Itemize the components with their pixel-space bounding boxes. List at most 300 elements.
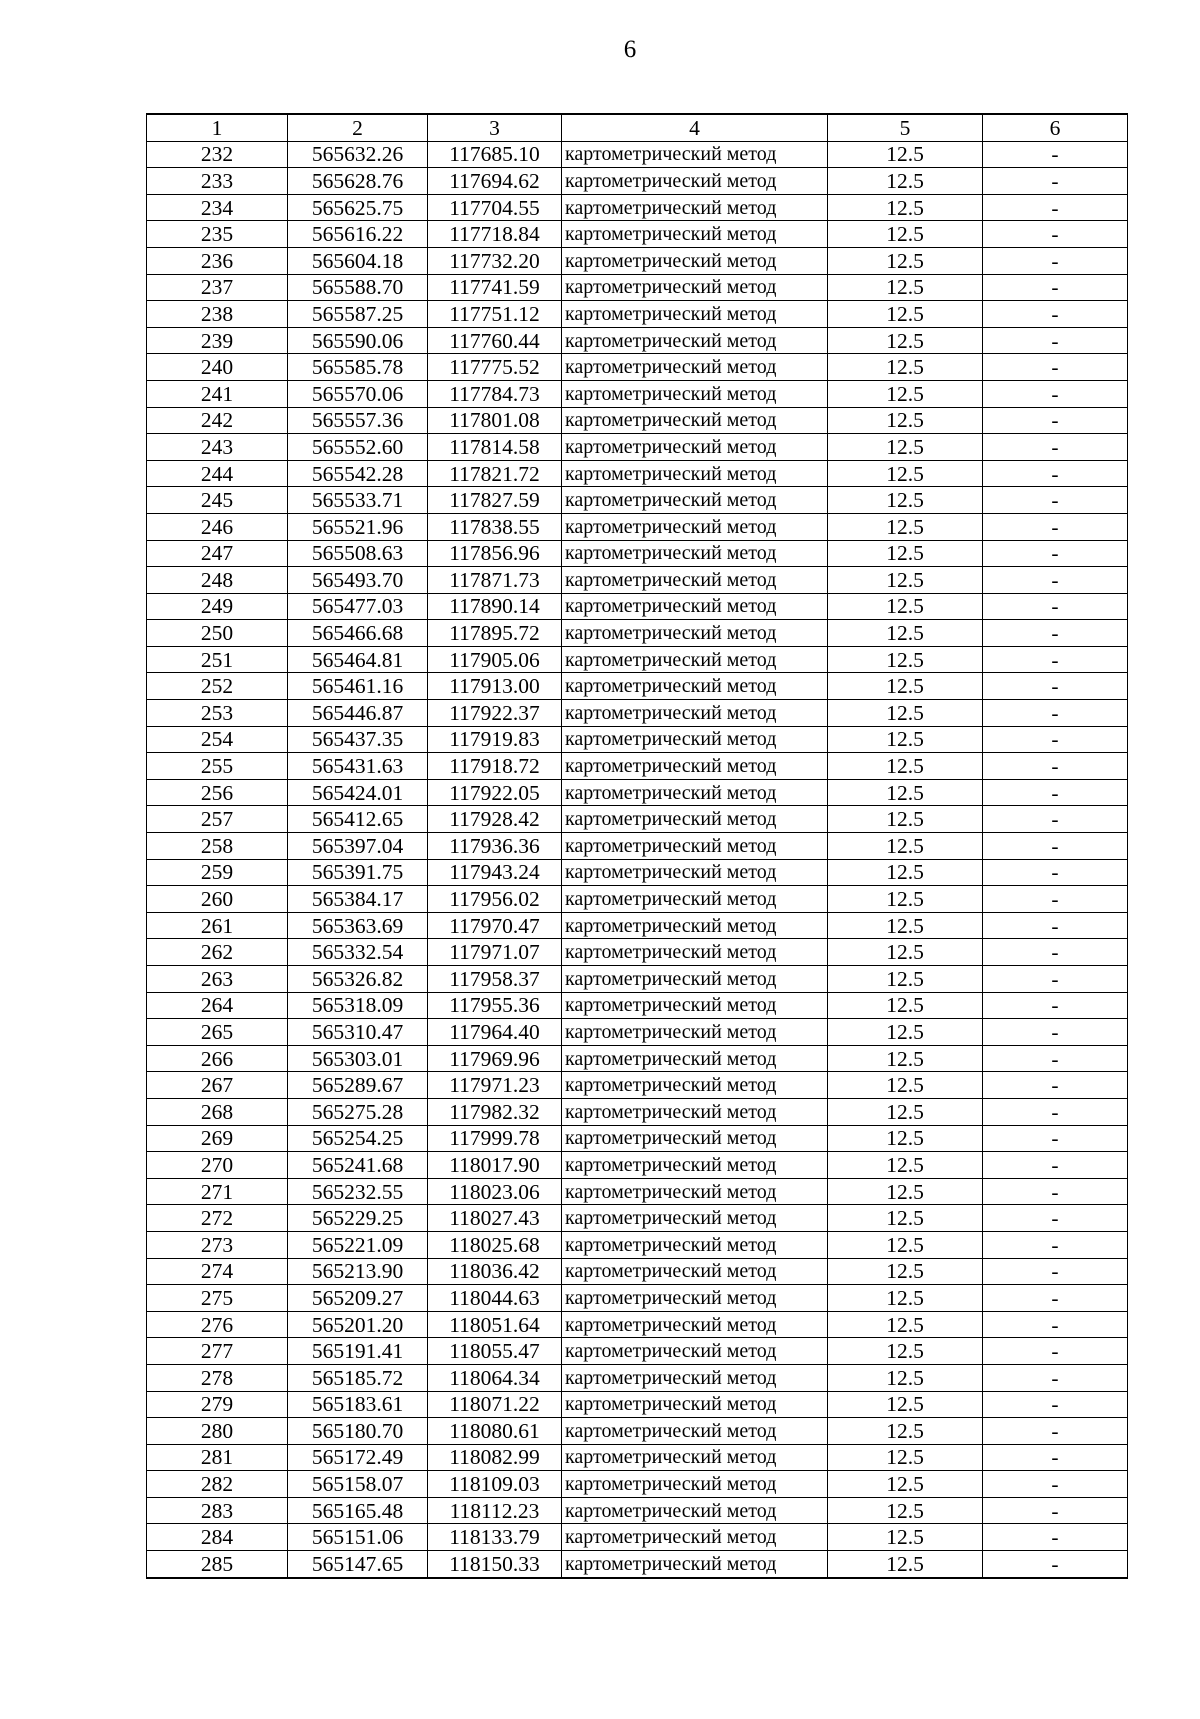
method-cell: картометрический метод (562, 1444, 828, 1471)
point-number-cell: 268 (147, 1098, 288, 1125)
y-coordinate-cell: 117895.72 (428, 620, 562, 647)
note-cell: - (983, 966, 1128, 993)
y-coordinate-cell: 117922.37 (428, 700, 562, 727)
method-cell: картометрический метод (562, 1418, 828, 1445)
accuracy-cell: 12.5 (828, 859, 983, 886)
y-coordinate-cell: 117971.07 (428, 939, 562, 966)
accuracy-cell: 12.5 (828, 327, 983, 354)
x-coordinate-cell: 565151.06 (288, 1524, 428, 1551)
x-coordinate-cell: 565542.28 (288, 460, 428, 487)
method-cell: картометрический метод (562, 460, 828, 487)
method-cell: картометрический метод (562, 1072, 828, 1099)
table-row (147, 593, 1128, 620)
table-row (147, 646, 1128, 673)
x-coordinate-cell: 565201.20 (288, 1311, 428, 1338)
accuracy-cell: 12.5 (828, 1205, 983, 1232)
note-cell: - (983, 327, 1128, 354)
point-number-cell: 270 (147, 1152, 288, 1179)
accuracy-cell: 12.5 (828, 646, 983, 673)
method-cell: картометрический метод (562, 700, 828, 727)
note-cell: - (983, 1285, 1128, 1312)
y-coordinate-cell: 117969.96 (428, 1045, 562, 1072)
note-cell: - (983, 1152, 1128, 1179)
x-coordinate-cell: 565625.75 (288, 194, 428, 221)
method-cell: картометрический метод (562, 1019, 828, 1046)
table-row (147, 460, 1128, 487)
method-cell: картометрический метод (562, 327, 828, 354)
x-coordinate-cell: 565570.06 (288, 380, 428, 407)
x-coordinate-cell: 565588.70 (288, 274, 428, 301)
table-row (147, 939, 1128, 966)
x-coordinate-cell: 565241.68 (288, 1152, 428, 1179)
accuracy-cell: 12.5 (828, 1125, 983, 1152)
note-cell: - (983, 168, 1128, 195)
y-coordinate-cell: 118023.06 (428, 1178, 562, 1205)
accuracy-cell: 12.5 (828, 726, 983, 753)
method-cell: картометрический метод (562, 1364, 828, 1391)
method-cell: картометрический метод (562, 966, 828, 993)
y-coordinate-cell: 117905.06 (428, 646, 562, 673)
note-cell: - (983, 939, 1128, 966)
note-cell: - (983, 567, 1128, 594)
note-cell: - (983, 1338, 1128, 1365)
method-cell: картометрический метод (562, 487, 828, 514)
x-coordinate-cell: 565185.72 (288, 1364, 428, 1391)
x-coordinate-cell: 565289.67 (288, 1072, 428, 1099)
table-row (147, 327, 1128, 354)
y-coordinate-cell: 118109.03 (428, 1471, 562, 1498)
accuracy-cell: 12.5 (828, 1471, 983, 1498)
accuracy-cell: 12.5 (828, 1231, 983, 1258)
note-cell: - (983, 194, 1128, 221)
note-cell: - (983, 247, 1128, 274)
column-header: 1 (147, 114, 288, 141)
y-coordinate-cell: 117732.20 (428, 247, 562, 274)
table-row (147, 1072, 1128, 1099)
method-cell: картометрический метод (562, 859, 828, 886)
accuracy-cell: 12.5 (828, 1019, 983, 1046)
x-coordinate-cell: 565461.16 (288, 673, 428, 700)
y-coordinate-cell: 117871.73 (428, 567, 562, 594)
x-coordinate-cell: 565191.41 (288, 1338, 428, 1365)
method-cell: картометрический метод (562, 1098, 828, 1125)
table-row (147, 1364, 1128, 1391)
point-number-cell: 252 (147, 673, 288, 700)
method-cell: картометрический метод (562, 806, 828, 833)
y-coordinate-cell: 117821.72 (428, 460, 562, 487)
y-coordinate-cell: 118112.23 (428, 1497, 562, 1524)
point-number-cell: 269 (147, 1125, 288, 1152)
method-cell: картометрический метод (562, 434, 828, 461)
y-coordinate-cell: 117751.12 (428, 301, 562, 328)
note-cell: - (983, 992, 1128, 1019)
x-coordinate-cell: 565384.17 (288, 886, 428, 913)
method-cell: картометрический метод (562, 753, 828, 780)
method-cell: картометрический метод (562, 247, 828, 274)
point-number-cell: 237 (147, 274, 288, 301)
method-cell: картометрический метод (562, 1524, 828, 1551)
accuracy-cell: 12.5 (828, 274, 983, 301)
table-row (147, 912, 1128, 939)
accuracy-cell: 12.5 (828, 434, 983, 461)
x-coordinate-cell: 565552.60 (288, 434, 428, 461)
note-cell: - (983, 221, 1128, 248)
accuracy-cell: 12.5 (828, 1285, 983, 1312)
method-cell: картометрический метод (562, 1338, 828, 1365)
method-cell: картометрический метод (562, 1125, 828, 1152)
method-cell: картометрический метод (562, 1285, 828, 1312)
point-number-cell: 275 (147, 1285, 288, 1312)
point-number-cell: 248 (147, 567, 288, 594)
y-coordinate-cell: 117856.96 (428, 540, 562, 567)
column-header: 5 (828, 114, 983, 141)
method-cell: картометрический метод (562, 354, 828, 381)
coordinates-table (146, 113, 1128, 1579)
x-coordinate-cell: 565533.71 (288, 487, 428, 514)
x-coordinate-cell: 565310.47 (288, 1019, 428, 1046)
y-coordinate-cell: 117955.36 (428, 992, 562, 1019)
accuracy-cell: 12.5 (828, 833, 983, 860)
point-number-cell: 236 (147, 247, 288, 274)
method-cell: картометрический метод (562, 992, 828, 1019)
method-cell: картометрический метод (562, 833, 828, 860)
y-coordinate-cell: 117922.05 (428, 779, 562, 806)
x-coordinate-cell: 565147.65 (288, 1551, 428, 1578)
x-coordinate-cell: 565508.63 (288, 540, 428, 567)
accuracy-cell: 12.5 (828, 380, 983, 407)
accuracy-cell: 12.5 (828, 567, 983, 594)
method-cell: картометрический метод (562, 380, 828, 407)
x-coordinate-cell: 565213.90 (288, 1258, 428, 1285)
x-coordinate-cell: 565493.70 (288, 567, 428, 594)
y-coordinate-cell: 117936.36 (428, 833, 562, 860)
note-cell: - (983, 141, 1128, 168)
point-number-cell: 267 (147, 1072, 288, 1099)
y-coordinate-cell: 117838.55 (428, 513, 562, 540)
accuracy-cell: 12.5 (828, 1524, 983, 1551)
method-cell: картометрический метод (562, 1471, 828, 1498)
x-coordinate-cell: 565232.55 (288, 1178, 428, 1205)
point-number-cell: 251 (147, 646, 288, 673)
point-number-cell: 235 (147, 221, 288, 248)
y-coordinate-cell: 117958.37 (428, 966, 562, 993)
x-coordinate-cell: 565587.25 (288, 301, 428, 328)
note-cell: - (983, 620, 1128, 647)
point-number-cell: 255 (147, 753, 288, 780)
accuracy-cell: 12.5 (828, 1045, 983, 1072)
table-row (147, 1098, 1128, 1125)
x-coordinate-cell: 565424.01 (288, 779, 428, 806)
y-coordinate-cell: 117982.32 (428, 1098, 562, 1125)
y-coordinate-cell: 117999.78 (428, 1125, 562, 1152)
y-coordinate-cell: 118055.47 (428, 1338, 562, 1365)
x-coordinate-cell: 565221.09 (288, 1231, 428, 1258)
note-cell: - (983, 434, 1128, 461)
note-cell: - (983, 593, 1128, 620)
point-number-cell: 280 (147, 1418, 288, 1445)
method-cell: картометрический метод (562, 141, 828, 168)
point-number-cell: 273 (147, 1231, 288, 1258)
point-number-cell: 241 (147, 380, 288, 407)
note-cell: - (983, 460, 1128, 487)
table-row (147, 380, 1128, 407)
accuracy-cell: 12.5 (828, 1338, 983, 1365)
column-header: 6 (983, 114, 1128, 141)
column-header: 4 (562, 114, 828, 141)
y-coordinate-cell: 118150.33 (428, 1551, 562, 1578)
method-cell: картометрический метод (562, 779, 828, 806)
y-coordinate-cell: 117971.23 (428, 1072, 562, 1099)
method-cell: картометрический метод (562, 620, 828, 647)
y-coordinate-cell: 117801.08 (428, 407, 562, 434)
note-cell: - (983, 1045, 1128, 1072)
table-row (147, 1497, 1128, 1524)
point-number-cell: 245 (147, 487, 288, 514)
note-cell: - (983, 726, 1128, 753)
method-cell: картометрический метод (562, 1045, 828, 1072)
accuracy-cell: 12.5 (828, 487, 983, 514)
method-cell: картометрический метод (562, 1231, 828, 1258)
note-cell: - (983, 407, 1128, 434)
note-cell: - (983, 833, 1128, 860)
note-cell: - (983, 487, 1128, 514)
y-coordinate-cell: 118044.63 (428, 1285, 562, 1312)
point-number-cell: 277 (147, 1338, 288, 1365)
method-cell: картометрический метод (562, 1311, 828, 1338)
y-coordinate-cell: 117827.59 (428, 487, 562, 514)
point-number-cell: 274 (147, 1258, 288, 1285)
x-coordinate-cell: 565590.06 (288, 327, 428, 354)
method-cell: картометрический метод (562, 1258, 828, 1285)
note-cell: - (983, 806, 1128, 833)
point-number-cell: 258 (147, 833, 288, 860)
method-cell: картометрический метод (562, 912, 828, 939)
accuracy-cell: 12.5 (828, 966, 983, 993)
method-cell: картометрический метод (562, 513, 828, 540)
note-cell: - (983, 1364, 1128, 1391)
y-coordinate-cell: 117913.00 (428, 673, 562, 700)
note-cell: - (983, 886, 1128, 913)
table-row (147, 301, 1128, 328)
x-coordinate-cell: 565557.36 (288, 407, 428, 434)
table-row (147, 859, 1128, 886)
accuracy-cell: 12.5 (828, 168, 983, 195)
table-row (147, 886, 1128, 913)
accuracy-cell: 12.5 (828, 1551, 983, 1578)
accuracy-cell: 12.5 (828, 407, 983, 434)
point-number-cell: 272 (147, 1205, 288, 1232)
accuracy-cell: 12.5 (828, 1364, 983, 1391)
point-number-cell: 242 (147, 407, 288, 434)
table-row (147, 487, 1128, 514)
y-coordinate-cell: 117694.62 (428, 168, 562, 195)
x-coordinate-cell: 565632.26 (288, 141, 428, 168)
note-cell: - (983, 912, 1128, 939)
note-cell: - (983, 1524, 1128, 1551)
note-cell: - (983, 753, 1128, 780)
accuracy-cell: 12.5 (828, 247, 983, 274)
method-cell: картометрический метод (562, 726, 828, 753)
method-cell: картометрический метод (562, 168, 828, 195)
y-coordinate-cell: 118082.99 (428, 1444, 562, 1471)
y-coordinate-cell: 117704.55 (428, 194, 562, 221)
accuracy-cell: 12.5 (828, 1497, 983, 1524)
point-number-cell: 249 (147, 593, 288, 620)
y-coordinate-cell: 117964.40 (428, 1019, 562, 1046)
point-number-cell: 284 (147, 1524, 288, 1551)
column-header: 2 (288, 114, 428, 141)
point-number-cell: 232 (147, 141, 288, 168)
point-number-cell: 278 (147, 1364, 288, 1391)
accuracy-cell: 12.5 (828, 1098, 983, 1125)
accuracy-cell: 12.5 (828, 221, 983, 248)
x-coordinate-cell: 565303.01 (288, 1045, 428, 1072)
method-cell: картометрический метод (562, 1497, 828, 1524)
table-row (147, 540, 1128, 567)
note-cell: - (983, 540, 1128, 567)
table-row (147, 1391, 1128, 1418)
y-coordinate-cell: 118051.64 (428, 1311, 562, 1338)
y-coordinate-cell: 117814.58 (428, 434, 562, 461)
accuracy-cell: 12.5 (828, 1258, 983, 1285)
y-coordinate-cell: 118027.43 (428, 1205, 562, 1232)
accuracy-cell: 12.5 (828, 1311, 983, 1338)
x-coordinate-cell: 565477.03 (288, 593, 428, 620)
method-cell: картометрический метод (562, 1178, 828, 1205)
x-coordinate-cell: 565229.25 (288, 1205, 428, 1232)
method-cell: картометрический метод (562, 301, 828, 328)
table-row (147, 1178, 1128, 1205)
point-number-cell: 283 (147, 1497, 288, 1524)
method-cell: картометрический метод (562, 274, 828, 301)
accuracy-cell: 12.5 (828, 141, 983, 168)
method-cell: картометрический метод (562, 646, 828, 673)
y-coordinate-cell: 118017.90 (428, 1152, 562, 1179)
note-cell: - (983, 1444, 1128, 1471)
method-cell: картометрический метод (562, 540, 828, 567)
x-coordinate-cell: 565209.27 (288, 1285, 428, 1312)
accuracy-cell: 12.5 (828, 354, 983, 381)
point-number-cell: 262 (147, 939, 288, 966)
note-cell: - (983, 1231, 1128, 1258)
method-cell: картометрический метод (562, 1205, 828, 1232)
point-number-cell: 238 (147, 301, 288, 328)
x-coordinate-cell: 565158.07 (288, 1471, 428, 1498)
x-coordinate-cell: 565332.54 (288, 939, 428, 966)
point-number-cell: 247 (147, 540, 288, 567)
x-coordinate-cell: 565180.70 (288, 1418, 428, 1445)
y-coordinate-cell: 118025.68 (428, 1231, 562, 1258)
accuracy-cell: 12.5 (828, 753, 983, 780)
method-cell: картометрический метод (562, 1551, 828, 1578)
point-number-cell: 233 (147, 168, 288, 195)
accuracy-cell: 12.5 (828, 779, 983, 806)
point-number-cell: 240 (147, 354, 288, 381)
point-number-cell: 254 (147, 726, 288, 753)
table-row (147, 992, 1128, 1019)
note-cell: - (983, 1205, 1128, 1232)
x-coordinate-cell: 565397.04 (288, 833, 428, 860)
y-coordinate-cell: 117943.24 (428, 859, 562, 886)
note-cell: - (983, 1098, 1128, 1125)
note-cell: - (983, 1391, 1128, 1418)
x-coordinate-cell: 565391.75 (288, 859, 428, 886)
y-coordinate-cell: 117784.73 (428, 380, 562, 407)
x-coordinate-cell: 565628.76 (288, 168, 428, 195)
note-cell: - (983, 1019, 1128, 1046)
note-cell: - (983, 513, 1128, 540)
accuracy-cell: 12.5 (828, 939, 983, 966)
table-row (147, 673, 1128, 700)
method-cell: картометрический метод (562, 567, 828, 594)
method-cell: картометрический метод (562, 221, 828, 248)
table-row (147, 806, 1128, 833)
y-coordinate-cell: 118133.79 (428, 1524, 562, 1551)
point-number-cell: 257 (147, 806, 288, 833)
point-number-cell: 259 (147, 859, 288, 886)
table-row (147, 513, 1128, 540)
table-row (147, 1471, 1128, 1498)
y-coordinate-cell: 118080.61 (428, 1418, 562, 1445)
table-row (147, 247, 1128, 274)
y-coordinate-cell: 117890.14 (428, 593, 562, 620)
note-cell: - (983, 779, 1128, 806)
table-row (147, 1444, 1128, 1471)
table-row (147, 141, 1128, 168)
accuracy-cell: 12.5 (828, 1178, 983, 1205)
accuracy-cell: 12.5 (828, 673, 983, 700)
y-coordinate-cell: 117970.47 (428, 912, 562, 939)
table-body (147, 141, 1128, 1578)
method-cell: картометрический метод (562, 593, 828, 620)
x-coordinate-cell: 565363.69 (288, 912, 428, 939)
note-cell: - (983, 1258, 1128, 1285)
point-number-cell: 271 (147, 1178, 288, 1205)
table-row (147, 779, 1128, 806)
accuracy-cell: 12.5 (828, 912, 983, 939)
x-coordinate-cell: 565275.28 (288, 1098, 428, 1125)
y-coordinate-cell: 117775.52 (428, 354, 562, 381)
y-coordinate-cell: 118064.34 (428, 1364, 562, 1391)
point-number-cell: 266 (147, 1045, 288, 1072)
accuracy-cell: 12.5 (828, 1152, 983, 1179)
x-coordinate-cell: 565431.63 (288, 753, 428, 780)
accuracy-cell: 12.5 (828, 992, 983, 1019)
x-coordinate-cell: 565437.35 (288, 726, 428, 753)
table-row (147, 1418, 1128, 1445)
x-coordinate-cell: 565412.65 (288, 806, 428, 833)
table-row (147, 620, 1128, 647)
table-row (147, 434, 1128, 461)
table-row (147, 1045, 1128, 1072)
method-cell: картометрический метод (562, 939, 828, 966)
accuracy-cell: 12.5 (828, 301, 983, 328)
point-number-cell: 285 (147, 1551, 288, 1578)
point-number-cell: 261 (147, 912, 288, 939)
y-coordinate-cell: 117928.42 (428, 806, 562, 833)
x-coordinate-cell: 565318.09 (288, 992, 428, 1019)
accuracy-cell: 12.5 (828, 620, 983, 647)
point-number-cell: 263 (147, 966, 288, 993)
y-coordinate-cell: 118036.42 (428, 1258, 562, 1285)
table-row (147, 168, 1128, 195)
note-cell: - (983, 1072, 1128, 1099)
accuracy-cell: 12.5 (828, 593, 983, 620)
point-number-cell: 239 (147, 327, 288, 354)
y-coordinate-cell: 117918.72 (428, 753, 562, 780)
table-row (147, 354, 1128, 381)
method-cell: картометрический метод (562, 886, 828, 913)
